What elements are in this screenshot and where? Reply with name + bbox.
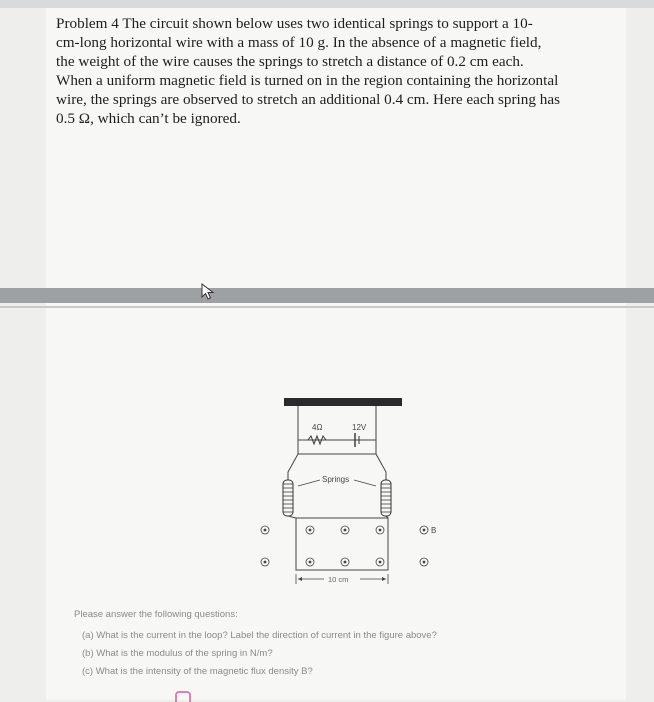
screen-divider-line (0, 306, 654, 308)
problem-statement (56, 14, 616, 128)
circuit-figure (252, 398, 522, 603)
problem-line: 0.5 Ω, which can’t be ignored. (56, 110, 241, 127)
springs-label: Springs (322, 475, 350, 484)
questions-section (74, 609, 634, 684)
questions-intro: Please answer the following questions: (74, 609, 238, 620)
problem-line: cm-long horizontal wire with a mass of 10 g. In the absence of a magnetic field, (56, 34, 542, 51)
question-item: (c) What is the intensity of the magnetic flux density B? (82, 666, 313, 677)
problem-line: Problem 4 The circuit shown below uses two identical springs to support a 10- (56, 15, 533, 32)
resistor-label: 4Ω (312, 423, 323, 432)
field-label: B (431, 526, 437, 535)
question-item: (a) What is the current in the loop? Label the direction of current in the figure above? (82, 630, 437, 641)
question-item: (b) What is the modulus of the spring in N/m? (82, 648, 273, 659)
mouse-pointer-icon (200, 283, 218, 306)
questions-list (82, 630, 634, 677)
problem-line: the weight of the wire causes the springs to stretch a distance of 0.2 cm each. (56, 53, 524, 70)
right-spring (381, 472, 391, 516)
screen-divider (0, 288, 654, 303)
problem-line: wire, the springs are observed to stretch an additional 0.4 cm. Here each spring has (56, 91, 560, 108)
page-top-strip (0, 0, 654, 8)
ceiling-support (284, 398, 402, 406)
length-label: 10 cm (328, 575, 349, 584)
partial-glyph (175, 691, 191, 702)
magnetic-field-dots (261, 526, 428, 566)
problem-line: When a uniform magnetic field is turned on in the region containing the horizontal (56, 72, 559, 89)
left-spring (283, 472, 293, 516)
battery-label: 12V (352, 423, 367, 432)
